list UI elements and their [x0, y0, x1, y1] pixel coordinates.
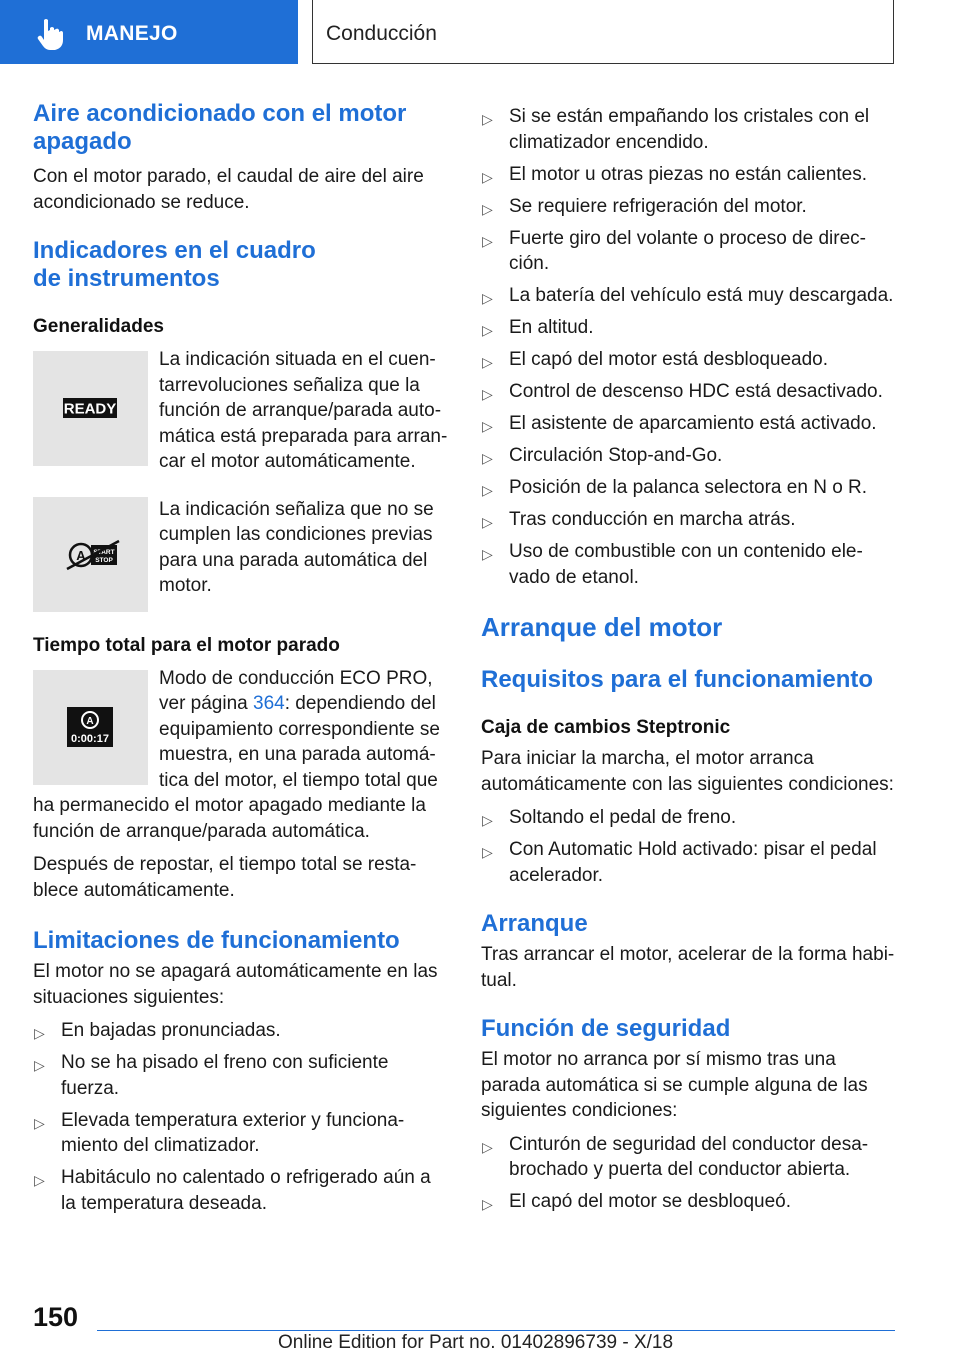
paragraph-steptronic: Para iniciar la marcha, el motor arranca automáticamente con las siguientes condiciones:: [481, 748, 894, 795]
edition-note: Online Edition for Part no. 01402896739 - X/18: [278, 1332, 674, 1353]
figure-timer-row: [33, 666, 449, 845]
list-item: ▷ Se requiere refrigeración del motor.: [481, 194, 895, 220]
caption-timer-post: : dependiendo del equipamiento correspondiente se muestra, en una parada automática del motor, el tiempo total que ha permanecido el motor apagado mediante la función de arranque/parada automática.: [33, 693, 440, 842]
timer-label: 0:00:17: [71, 732, 109, 745]
bullet-triangle-icon: ▷: [482, 168, 493, 185]
list-item: ▷ Con Automatic Hold activado: pisar el pedal acelerador.: [482, 839, 877, 886]
caption-timer-pre: Modo de conducción ECO PRO, ver página: [159, 667, 433, 714]
paragraph-safety-function: El motor no arranca por sí mismo tras una parada automática si se cumple alguna de las siguientes condiciones:: [481, 1049, 868, 1121]
bullet-triangle-icon: ▷: [482, 1196, 493, 1212]
list-item: ▷ Cinturón de seguridad del conductor desabrochado y puerta del conductor abierta.: [482, 1133, 869, 1180]
bullet-triangle-icon: ▷: [482, 1138, 493, 1155]
bullet-triangle-icon: ▷: [482, 386, 493, 402]
heading-steptronic: Caja de cambios Steptronic: [481, 717, 731, 738]
stop-label: STOP: [95, 556, 113, 564]
list-item: ▷ Circulación Stop-and-Go.: [481, 443, 895, 469]
bullet-triangle-icon: ▷: [482, 290, 493, 306]
list-item: ▷ El capó del motor está desbloqueado.: [481, 347, 895, 373]
ready-label: READY: [63, 400, 117, 418]
list-item: ▷ Uso de combustible con un contenido elevado de etanol.: [482, 541, 863, 588]
list-item: ▷ Habitáculo no calentado o refrigerado aún a la temperatura deseada.: [34, 1167, 431, 1214]
caption-ready: La indicación situada en el cuentarrevoluciones señaliza que la función de arranque/parada automática está preparada para arrancar el motor automáticamente.: [159, 349, 448, 472]
list-item: ▷ No se ha pisado el freno con suficiente fuerza.: [34, 1052, 389, 1099]
safety-list: [481, 1132, 895, 1215]
list-item: ▷ Soltando el pedal de freno.: [481, 805, 895, 831]
paragraph-limitations: El motor no se apagará automáticamente en las situaciones siguientes:: [33, 961, 438, 1008]
right-column: [481, 104, 895, 1221]
bullet-triangle-icon: ▷: [482, 482, 493, 498]
bullet-triangle-icon: ▷: [34, 1114, 45, 1131]
list-item: ▷ Tras conducción en marcha atrás.: [481, 507, 895, 533]
list-item: ▷ El asistente de aparcamiento está activado.: [481, 411, 895, 437]
list-item: ▷ En bajadas pronunciadas.: [33, 1018, 449, 1044]
hand-icon: [36, 18, 66, 50]
steptronic-list: [481, 805, 895, 888]
list-item: ▷ En altitud.: [481, 315, 895, 341]
list-item: ▷ El motor u otras piezas no están calientes.: [481, 162, 895, 188]
limitations-list: [33, 1018, 449, 1216]
section-title-box: [312, 0, 894, 64]
heading-start: Arranque: [481, 910, 588, 937]
heading-engine-start: Arranque del motor: [481, 612, 723, 642]
list-item: ▷ La batería del vehículo está muy descargada.: [481, 283, 895, 309]
page-footer: [0, 1290, 960, 1362]
svg-text:A: A: [86, 715, 94, 727]
bullet-triangle-icon: ▷: [482, 418, 493, 434]
page-header: [0, 0, 960, 66]
timer-indicator-image: [33, 670, 148, 785]
bullet-triangle-icon: ▷: [482, 200, 493, 217]
bullet-triangle-icon: ▷: [482, 450, 493, 466]
caption-startstop-off: La indicación señaliza que no se cumplen las condiciones previas para una parada automática del motor.: [159, 498, 434, 596]
left-column: [33, 100, 449, 1223]
list-item: ▷ Si se están empañando los cristales con el climatizador encendido.: [482, 106, 870, 153]
paragraph-start: Tras arrancar el motor, acelerar de la forma habitual.: [481, 944, 895, 991]
chapter-tab[interactable]: [0, 0, 298, 64]
bullet-triangle-icon: ▷: [482, 232, 493, 249]
list-item: ▷ El capó del motor se desbloqueó.: [481, 1189, 895, 1215]
bullet-triangle-icon: ▷: [482, 354, 493, 370]
figure-ready-row: [33, 347, 449, 475]
bullet-triangle-icon: ▷: [482, 322, 493, 338]
figure-startstop-row: [33, 497, 449, 612]
heading-total-time: Tiempo total para el motor parado: [33, 634, 340, 656]
bullet-triangle-icon: ▷: [34, 1025, 45, 1041]
bullet-triangle-icon: ▷: [482, 111, 493, 127]
chapter-title: MANEJO: [86, 22, 178, 45]
bullet-triangle-icon: ▷: [482, 812, 493, 828]
list-item: ▷ Fuerte giro del volante o proceso de dirección.: [482, 227, 866, 274]
paragraph-total-time-reset: Después de repostar, el tiempo total se restablece automáticamente.: [33, 854, 417, 901]
ready-indicator-image: [33, 351, 148, 466]
list-item: ▷ Elevada temperatura exterior y funcionamiento del climatizador.: [34, 1109, 405, 1156]
bullet-triangle-icon: ▷: [482, 546, 493, 562]
paragraph-ac-engine-off: Con el motor parado, el caudal de aire del aire acondicionado se reduce.: [33, 166, 424, 213]
heading-general: Generalidades: [33, 316, 164, 337]
page-number: 150: [33, 1302, 79, 1332]
bullet-triangle-icon: ▷: [482, 844, 493, 860]
heading-ac-engine-off: Aire acondicionado con el motor apagado: [33, 100, 407, 155]
startstop-off-image: [33, 497, 148, 612]
page-link-364[interactable]: 364: [253, 693, 285, 714]
footer-divider: [97, 1330, 895, 1331]
heading-limitations: Limitaciones de funcionamiento: [33, 927, 400, 954]
list-item: ▷ Control de descenso HDC está desactivado.: [481, 379, 895, 405]
conditions-list: [481, 104, 895, 590]
heading-requirements: Requisitos para el funcionamiento: [481, 666, 874, 693]
heading-instrument-indicators: Indicadores en el cuadro de instrumentos: [33, 237, 316, 292]
start-label: START: [93, 548, 115, 556]
list-item: ▷ Posición de la palanca selectora en N o R.: [481, 475, 895, 501]
bullet-triangle-icon: ▷: [482, 514, 493, 530]
svg-text:A: A: [76, 547, 86, 563]
bullet-triangle-icon: ▷: [34, 1172, 45, 1188]
heading-safety-function: Función de seguridad: [481, 1015, 731, 1042]
bullet-triangle-icon: ▷: [34, 1057, 45, 1073]
section-title: Conducción: [326, 22, 437, 45]
